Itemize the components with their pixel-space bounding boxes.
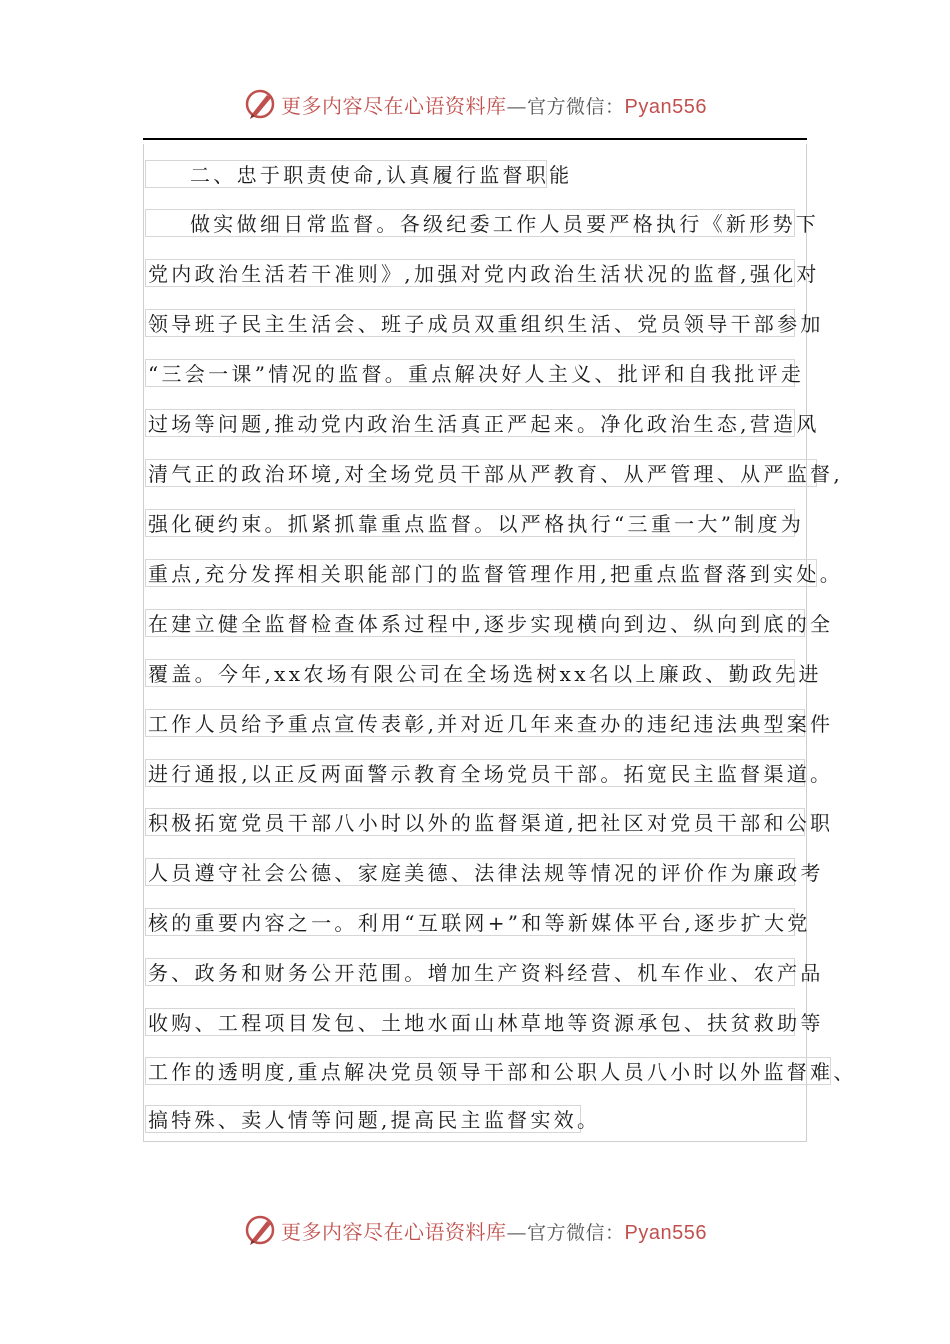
banner-dash: — [506,1219,527,1244]
header-banner [0,84,950,124]
banner-label: 官方微信： [527,95,625,118]
body-line: 收购、工程项目发包、土地水面山林草地等资源承包、扶贫救助等 [145,1008,795,1036]
body-line: “三会一课”情况的监督。重点解决好人主义、批评和自我批评走 [145,359,795,387]
body-line: 过场等问题,推动党内政治生活真正严起来。净化政治生态,营造风 [145,409,795,437]
body-line: 搞特殊、卖人情等问题,提高民主监督实效。 [145,1105,581,1133]
body-line: 在建立健全监督检查体系过程中,逐步实现横向到边、纵向到底的全 [145,609,805,637]
header-rule [143,138,807,140]
body-line: 强化硬约束。抓紧抓靠重点监督。以严格执行“三重一大”制度为 [145,509,795,537]
footer-banner [0,1210,950,1250]
body-line: 核的重要内容之一。利用“互联网+”和等新媒体平台,逐步扩大党 [145,908,795,936]
section-heading: 二、忠于职责使命,认真履行监督职能 [145,160,547,188]
body-line: 领导班子民主生活会、班子成员双重组织生活、党员领导干部参加 [145,309,795,337]
banner-title: 更多内容尽在心语资料库 [281,93,507,118]
body-line: 人员遵守社会公德、家庭美德、法律法规等情况的评价作为廉政考 [145,858,795,886]
body-line: 务、政务和财务公开范围。增加生产资料经营、机车作业、农产品 [145,958,795,986]
banner-dash: — [506,93,527,118]
pen-logo-icon [243,87,277,121]
banner-title: 更多内容尽在心语资料库 [281,1219,507,1244]
body-line: 工作的透明度,重点解决党员领导干部和公职人员八小时以外监督难、 [145,1057,831,1085]
body-line: 做实做细日常监督。各级纪委工作人员要严格执行《新形势下 [145,209,795,237]
body-line: 党内政治生活若干准则》,加强对党内政治生活状况的监督,强化对 [145,259,795,287]
body-line: 清气正的政治环境,对全场党员干部从严教育、从严管理、从严监督, [145,459,817,487]
body-line: 积极拓宽党员干部八小时以外的监督渠道,把社区对党员干部和公职 [145,808,805,836]
body-line: 进行通报,以正反两面警示教育全场党员干部。拓宽民主监督渠道。 [145,759,805,787]
body-line: 工作人员给予重点宣传表彰,并对近几年来查办的违纪违法典型案件 [145,709,805,737]
body-line: 重点,充分发挥相关职能部门的监督管理作用,把重点监督落到实处。 [145,559,817,587]
banner-wechat-id: Pyan556 [624,1221,707,1244]
pen-logo-icon [243,1213,277,1247]
text-frame [143,144,807,1142]
banner-label: 官方微信： [527,1221,625,1244]
body-line: 覆盖。今年,xx农场有限公司在全场选树xx名以上廉政、勤政先进 [145,659,795,687]
banner-wechat-id: Pyan556 [624,95,707,118]
